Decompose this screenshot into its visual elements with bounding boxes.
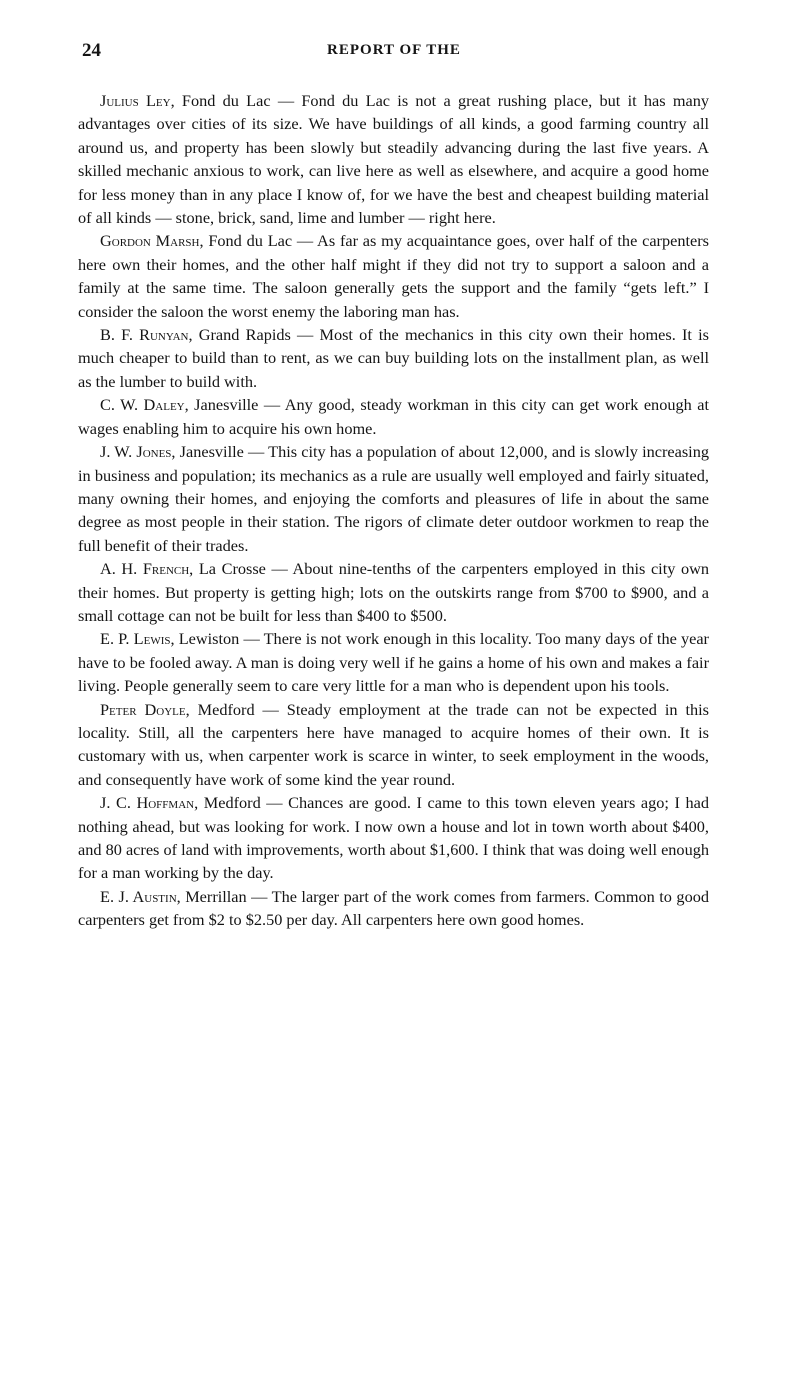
entry-text: , Medford — Chances are good. I came to this town eleven years ago; I had nothing ahead, but was looking for work. I now own a house and lot in town worth about $400, and 80 acres of land with improvements, worth about $1,600. I think that was doing well enough for a man working by the day. [78, 793, 709, 883]
entry-text: , Grand Rapids — Most of the mechanics in this city own their homes. It is much cheaper to build than to rent, as we can buy building lots on the installment plan, as well as the lumber to build with. [78, 325, 709, 391]
entry-c-w-daley [78, 393, 709, 440]
page-number: 24 [82, 40, 101, 61]
entry-name: E. J. Austin [100, 886, 177, 906]
entry-name: Peter Doyle [100, 699, 186, 719]
entry-peter-doyle [78, 698, 709, 792]
entry-j-c-hoffman [78, 791, 709, 885]
entry-text: , Lewiston — There is not work enough in this locality. Too many days of the year have to be fooled away. A man is doing very well if he gains a home of his own and makes a fair living. People generally seem to care very little for a man who is dependent upon his tools. [78, 629, 709, 696]
entry-name: A. H. French [100, 559, 190, 579]
entry-a-h-french [78, 557, 709, 627]
entry-e-j-austin [78, 885, 709, 932]
entry-text: , La Crosse — About nine-tenths of the carpenters employed in this city own their homes. But property is getting high; lots on the outskirts range from $700 to $900, and a small cottage can not be built for less than $400 to $500. [78, 559, 709, 625]
entry-gordon-marsh [78, 229, 709, 323]
entry-j-w-jones [78, 440, 709, 557]
running-head [82, 40, 706, 64]
entry-name: C. W. Daley [100, 395, 185, 415]
entry-b-f-runyan [78, 323, 709, 393]
entry-text: , Medford — Steady employment at the trade can not be expected in this locality. Still, all the carpenters here have managed to acquire homes of their own. It is customary with us, when carpenter work is scarce in winter, to seek employment in the woods, and consequently have work of some kind the year round. [78, 699, 709, 789]
entry-text: , Fond du Lac — Fond du Lac is not a great rushing place, but it has many advantages over cities of its size. We have buildings of all kinds, a good farming country all around us, and property has been slowly but steadily advancing during the last five years. A skilled mechanic anxious to work, can live here as well as elsewhere, and acquire a good home for less money than in any place I know of, for we have the best and cheapest building material of all kinds — stone, brick, sand, lime and lumber — right here. [78, 91, 709, 228]
entry-name: J. W. Jones [100, 442, 172, 462]
entry-text: , Merrillan — The larger part of the work comes from farmers. Common to good carpenters get from $2 to $2.50 per day. All carpenters here own good homes. [78, 886, 709, 930]
entry-text: , Fond du Lac — As far as my acquaintance goes, over half of the carpenters here own their homes, and the other half might if they did not try to support a saloon and a family at the same time. The saloon generally gets the support and the family “gets left.” I consider the saloon the worst enemy the laboring man has. [78, 231, 709, 321]
entry-name: Gordon Marsh [100, 231, 200, 251]
entry-name: B. F. Runyan [100, 325, 189, 345]
body-text [78, 89, 709, 932]
entry-name: J. C. Hoffman [100, 793, 195, 813]
entry-text: , Janesville — This city has a population of about 12,000, and is slowly increasing in business and population; its mechanics as a rule are usually well employed and fairly situated, many owning their homes, and enjoying the comforts and pleasures of life in about the same degree as most people in their station. The rigors of climate deter outdoor workmen to reap the full benefit of their trades. [78, 442, 709, 555]
entry-julius-ley [78, 89, 709, 229]
entry-e-p-lewis [78, 627, 709, 697]
entry-name: Julius Ley [100, 91, 171, 110]
header-title: REPORT OF THE [327, 42, 461, 58]
entry-name: E. P. Lewis [100, 629, 171, 649]
entry-text: , Janesville — Any good, steady workman in this city can get work enough at wages enabling him to acquire his own home. [78, 395, 709, 438]
